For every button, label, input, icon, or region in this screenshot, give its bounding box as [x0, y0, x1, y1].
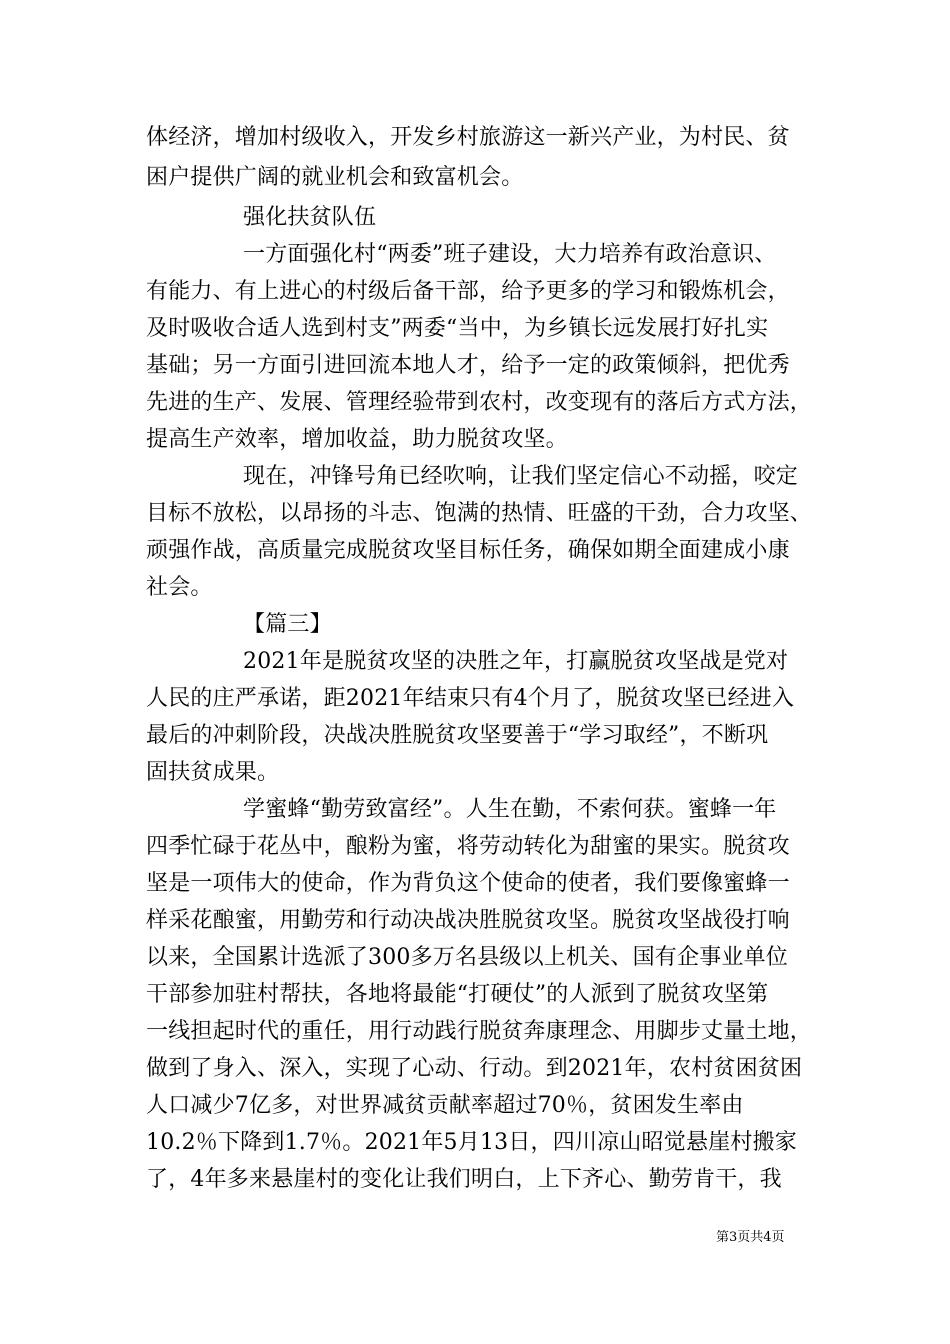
body-text-line: 现在，冲锋号角已经吹响，让我们坚定信心不动摇，咬定: [243, 464, 799, 489]
body-text-line: 10.2％下降到1.7％。2021年5月13日，四川凉山昭觉悬崖村搬家: [146, 1130, 797, 1155]
body-text-line: 做到了身入、深入，实现了心动、行动。到2021年，农村贫困贫困: [146, 1056, 803, 1081]
section-heading: 强化扶贫队伍: [243, 205, 377, 230]
body-text-line: 了，4年多来悬崖村的变化让我们明白，上下齐心、勤劳肯干，我: [146, 1167, 782, 1192]
body-text-line: 一线担起时代的重任，用行动践行脱贫奔康理念、用脚步丈量土地，: [146, 1019, 813, 1044]
body-text-line: 目标不放松，以昂扬的斗志、饱满的热情、旺盛的干劲，合力攻坚、: [146, 501, 813, 526]
page-number-footer: 第3页共4页: [716, 1230, 785, 1245]
body-text-line: 学蜜蜂“勤劳致富经”。人生在勤，不索何获。蜜蜂一年: [243, 797, 777, 822]
body-text-line: 有能力、有上进心的村级后备干部，给予更多的学习和锻炼机会，: [146, 279, 790, 304]
body-text-line: 最后的冲刺阶段，决战决胜脱贫攻坚要善于“学习取经”，不断巩: [146, 723, 769, 748]
body-text-line: 提高生产效率，增加收益，助力脱贫攻坚。: [146, 427, 568, 452]
body-text-line: 先进的生产、发展、管理经验带到农村，改变现有的落后方式方法，: [146, 390, 813, 415]
body-text-line: 坚是一项伟大的使命，作为背负这个使命的使者，我们要像蜜蜂一: [146, 871, 790, 896]
body-text-line: 顽强作战，高质量完成脱贫攻坚目标任务，确保如期全面建成小康: [146, 538, 790, 563]
body-text-line: 及时吸收合适人选到村支”两委“当中，为乡镇长远发展打好扎实: [146, 316, 769, 341]
body-text-line: 固扶贫成果。: [146, 760, 280, 785]
body-text-line: 体经济，增加村级收入，开发乡村旅游这一新兴产业，为村民、贫: [146, 125, 790, 150]
body-text-line: 人民的庄严承诺，距2021年结束只有4个月了，脱贫攻坚已经进入: [146, 686, 795, 711]
body-text-line: 样采花酿蜜，用勤劳和行动决战决胜脱贫攻坚。脱贫攻坚战役打响: [146, 908, 790, 933]
body-text-line: 基础；另一方面引进回流本地人才，给予一定的政策倾斜，把优秀: [146, 353, 790, 378]
body-text-line: 2021年是脱贫攻坚的决胜之年，打赢脱贫攻坚战是党对: [243, 649, 789, 674]
body-text-line: 人口减少7亿多，对世界减贫贡献率超过70％，贫困发生率由: [146, 1093, 744, 1118]
section-heading: 【篇三】: [243, 612, 332, 637]
body-text-line: 以来，全国累计选派了300多万名县级以上机关、国有企事业单位: [146, 945, 788, 970]
body-text-line: 四季忙碌于花丛中，酿粉为蜜，将劳动转化为甜蜜的果实。脱贫攻: [146, 834, 790, 859]
body-text-line: 社会。: [146, 575, 213, 600]
body-text-line: 干部参加驻村帮扶，各地将最能“打硬仗”的人派到了脱贫攻坚第: [146, 982, 769, 1007]
body-text-line: 一方面强化村“两委”班子建设，大力培养有政治意识、: [243, 242, 777, 267]
body-text-line: 困户提供广阔的就业机会和致富机会。: [146, 165, 524, 190]
